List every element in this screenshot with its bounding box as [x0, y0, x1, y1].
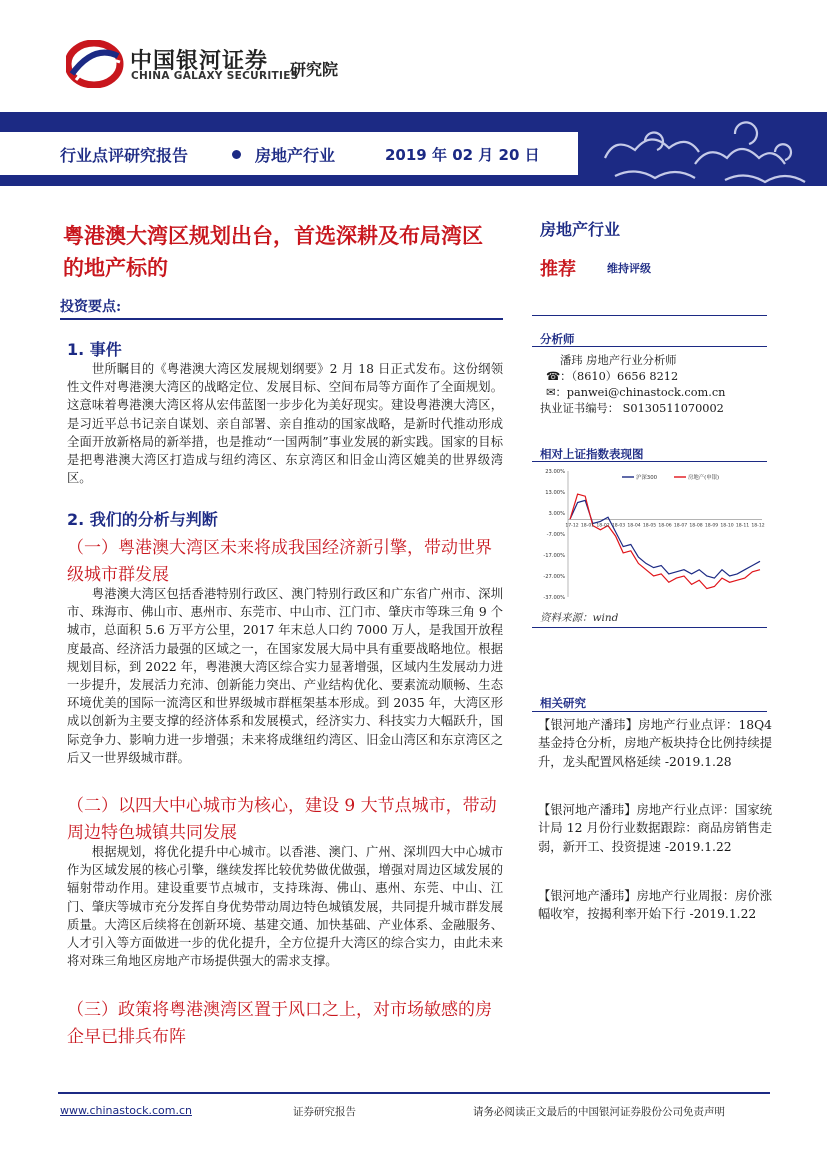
related-research-heading: 相关研究: [540, 696, 586, 710]
section-heading-2: 2. 我们的分析与判断: [67, 510, 218, 529]
x-tick-label: 18-05: [642, 523, 657, 529]
analyst-heading: 分析师: [540, 332, 575, 346]
x-tick-label: 18-11: [735, 523, 750, 529]
x-tick-label: 18-02: [596, 523, 610, 529]
series-line-2: [570, 494, 760, 588]
section-heading-1: 1. 事件: [67, 340, 122, 359]
y-tick-label: 23.00%: [545, 469, 565, 475]
institute-label: 研究院: [290, 60, 339, 79]
subheading-2: （二）以四大中心城市为核心，建设 9 大节点城市，带动周边特色城镇共同发展: [67, 796, 497, 843]
series-line-1: [570, 500, 760, 578]
x-tick-label: 18-01: [580, 523, 595, 529]
x-tick-label: 18-12: [751, 523, 765, 529]
report-industry: 房地产行业: [255, 146, 336, 165]
analyst-email[interactable]: ✉：panwei@chinastock.com.cn: [546, 386, 726, 399]
x-tick-label: 18-08: [689, 523, 703, 529]
related-report-link[interactable]: 【银河地产潘玮】房地产行业点评：18Q4 基金持仓分析，房地产板块持仓比例持续提升，龙头配置风格延续 -2019.1.28: [538, 718, 772, 769]
x-tick-label: 17-12: [565, 523, 579, 529]
divider: [60, 318, 503, 320]
subheading-3: （三）政策将粤港澳湾区置于风口之上，对市场敏感的房企早已排兵布阵: [67, 1000, 492, 1047]
relative-performance-chart: [532, 463, 767, 605]
y-tick-label: -7.00%: [546, 532, 565, 538]
x-tick-label: 18-09: [704, 523, 719, 529]
key-points-label: 投资要点:: [60, 299, 122, 315]
chart-heading: 相对上证指数表现图: [540, 447, 644, 461]
legend-label: 沪深300: [636, 475, 658, 481]
legend-label: 房地产(申银): [688, 475, 720, 481]
analyst-certificate: 执业证书编号： S0130511070002: [540, 402, 724, 415]
rating-note: 维持评级: [607, 262, 651, 275]
y-tick-label: 3.00%: [548, 511, 565, 517]
y-tick-label: -37.00%: [543, 595, 565, 601]
footer-report-label: 证券研究报告: [293, 1106, 356, 1118]
divider: [532, 711, 767, 712]
report-title: 粤港澳大湾区规划出台，首选深耕及布局湾区的地产标的: [63, 223, 483, 280]
paragraph-event-text: 世所瞩目的《粤港澳大湾区发展规划纲要》2 月 18 日正式发布。这份纲领性文件对粤港澳大湾区的战略定位、发展目标、空间布局等方面作了全面规划。这意味着粤港澳大湾区将从宏伟蓝图一步步化为美好现实。建设粤港澳大湾区，是习近平总书记亲自谋划、亲自部署、亲自推动的国家战略，是新时代推动形成全面开放新格局的新举措，也是推动“一国两制”事业发展的新实践。国家的目标是把粤港澳大湾区打造成与纽约湾区、东京湾区和旧金山湾区媲美的世界级湾区。: [67, 362, 503, 486]
x-tick-label: 18-04: [627, 523, 641, 529]
divider: [532, 346, 767, 347]
paragraph-core-cities: [67, 843, 503, 970]
paragraph-core-cities-text: 根据规划，将优化提升中心城市。以香港、澳门、广州、深圳四大中心城市作为区域发展的核心引擎，继续发挥比较优势做优做强，增强对周边区域发展的辐射带动作用。建设重要节点城市，支持珠海、佛山、惠州、东莞、中山、江门、肇庆等城市充分发挥自身优势带动周边特色城镇发展，共同提升城市群发展质量。大湾区后续将在创新环境、基建交通、加快基础、产业体系、金融服务、人才引入等方面做进一步的优化提升，全方位提升大湾区的综合实力，由此未来将对珠三角地区房地产市场提供强大的需求支撑。: [67, 845, 503, 969]
y-tick-label: -17.00%: [543, 553, 565, 559]
y-tick-label: -27.00%: [543, 574, 565, 580]
related-report-link[interactable]: 【银河地产潘玮】房地产行业点评：国家统计局 12 月份行业数据跟踪：商品房销售走弱，新开工、投资提速 -2019.1.22: [538, 803, 772, 854]
subheading-1: （一）粤港澳大湾区未来将成我国经济新引擎，带动世界级城市群发展: [67, 538, 492, 585]
y-tick-label: 13.00%: [545, 490, 565, 496]
divider: [532, 627, 767, 628]
sidebar-industry: 房地产行业: [540, 220, 621, 239]
divider: [532, 315, 767, 316]
analyst-phone: ☎：（8610）6656 8212: [546, 370, 679, 383]
report-type: 行业点评研究报告: [60, 146, 189, 165]
paragraph-bay-area-text: 粤港澳大湾区包括香港特别行政区、澳门特别行政区和广东省广州市、深圳市、珠海市、佛山市、惠州市、东莞市、中山市、江门市、肇庆市等珠三角 9 个城市，总面积 5.6 万平方公里，2017 年末总人口约 7000 万人，是我国开放程度最高、经济活力最强的区域之一，在国家发展大局中具有重要战略地位。根据规划目标，到 2022 年，粤港澳大湾区综合实力显著增强，区域内生发展动力进一步提升，发展活力充沛、创新能力突出、产业结构优化、要素流动顺畅、生态环境优美的国际一流湾区和世界级城市群框架基本形成。到 2035 年，大湾区形成以创新为主要支撑的经济体系和发展模式，经济实力、科技实力大幅跃升，国际竞争力、影响力进一步增强；未来将成继纽约湾区、旧金山湾区和东京湾区之后又一世界级城市群。: [67, 587, 503, 765]
rating-value: 推荐: [540, 259, 576, 280]
x-tick-label: 18-06: [658, 523, 672, 529]
logo-english-name: CHINA GALAXY SECURITIES: [131, 70, 299, 82]
galaxy-logo-icon: [66, 40, 124, 88]
divider: [532, 461, 767, 462]
x-tick-label: 18-03: [611, 523, 626, 529]
footer-website-link[interactable]: www.chinastock.com.cn: [60, 1104, 192, 1117]
bullet-dot-icon: [232, 150, 241, 159]
related-report-link[interactable]: 【银河地产潘玮】房地产行业周报：房价涨幅收窄，按揭利率开始下行 -2019.1.22: [538, 889, 772, 922]
footer-disclaimer: 请务必阅读正文最后的中国银河证券股份公司免责声明: [473, 1106, 725, 1118]
paragraph-event: [67, 360, 503, 487]
chart-source: 资料来源：wind: [540, 612, 619, 624]
paragraph-bay-area: [67, 585, 503, 767]
auspicious-clouds-icon: [585, 112, 827, 186]
x-tick-label: 18-07: [673, 523, 688, 529]
analyst-name: 潘玮 房地产行业分析师: [560, 354, 677, 367]
logo-chinese-name: 中国银河证券: [130, 49, 269, 74]
footer-divider: [58, 1092, 770, 1094]
report-date: 2019 年 02 月 20 日: [385, 146, 540, 164]
x-tick-label: 18-10: [720, 523, 734, 529]
